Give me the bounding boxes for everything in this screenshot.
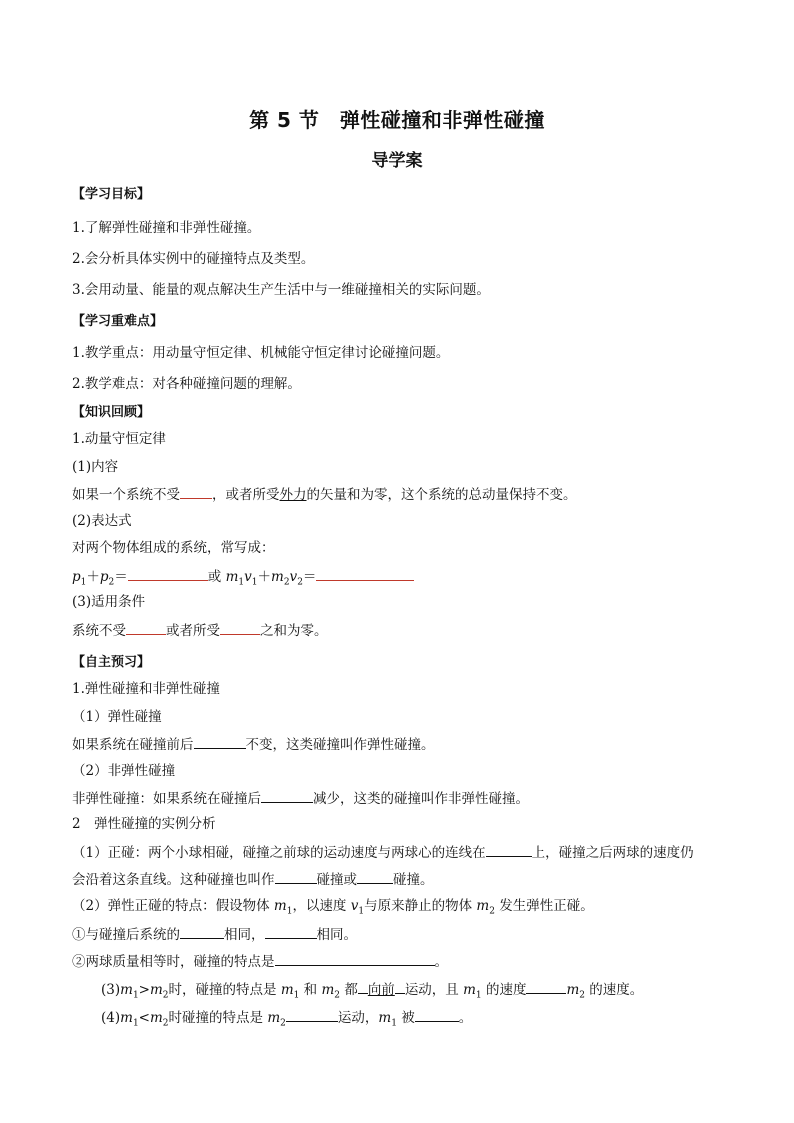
fill-blank	[395, 979, 405, 994]
page-subtitle: 导学案	[371, 151, 423, 171]
fill-blank[interactable]	[220, 620, 260, 635]
fill-blank[interactable]	[275, 869, 317, 884]
text: ，或者所受	[212, 487, 280, 503]
expression-intro: 对两个物体组成的系统，常写成：	[72, 540, 275, 556]
text: 。	[434, 954, 448, 970]
text: 都	[344, 982, 358, 998]
text: 的速度	[485, 982, 527, 998]
goal-3: 3.会用动量、能量的观点解决生产生活中与一维碰撞相关的实际问题。	[72, 282, 490, 298]
text: 和	[303, 982, 322, 998]
underlined-text: 外力	[279, 487, 307, 503]
page-title: 第 5 节 弹性碰撞和非弹性碰撞	[249, 108, 545, 132]
text: 。	[458, 1010, 473, 1026]
analysis-heading: 2 弹性碰撞的实例分析	[72, 816, 216, 832]
text: 运动，且	[404, 982, 464, 998]
key-heading: 【学习重难点】	[72, 314, 164, 329]
text: ①与碰撞后系统的	[72, 927, 180, 943]
text: 系统不受	[72, 623, 126, 639]
goal-1: 1.了解弹性碰撞和非弹性碰撞。	[72, 220, 261, 236]
case-3-sentence: $(3)m_1>m_2$时，碰撞的特点是 $m_1$ 和 $m_2$ 都 向前 运动，且 $m_1$ 的速度 $m_2$ 的速度。	[101, 979, 643, 1005]
text: 碰撞或	[316, 872, 357, 888]
key-point-1: 1.教学重点：用动量守恒定律、机械能守恒定律讨论碰撞问题。	[72, 345, 450, 361]
text: 时，碰撞的特点是	[168, 982, 281, 998]
review-item-1: 1.动量守恒定律	[72, 431, 166, 447]
case-4-sentence: $(4)m_1<m_2$时碰撞的特点是 $m_2$ 运动，$m_1$ 被 。	[101, 1007, 472, 1033]
text: 相同，	[224, 927, 265, 943]
review-sub-expression: (2)表达式	[72, 513, 132, 529]
text: （1）正碰：两个小球相碰，碰撞之前球的运动速度与两球心的连线在	[72, 845, 486, 861]
text: 上，碰撞之后两球的速度仍	[531, 845, 694, 861]
text: 之和为零。	[260, 623, 328, 639]
text: 发生弹性正碰。	[499, 898, 594, 914]
text: 与原来静止的物体	[364, 898, 477, 914]
text: 被	[401, 1010, 415, 1026]
fill-blank[interactable]	[180, 924, 224, 939]
fill-blank[interactable]	[194, 734, 246, 749]
review-sub-content: (1)内容	[72, 459, 119, 475]
expression-formula: $p_1+p_2=$ 或 $m_1v_1+m_2v_2=$	[72, 566, 414, 592]
fill-blank[interactable]	[126, 620, 166, 635]
content-sentence	[72, 484, 577, 504]
fill-blank[interactable]	[265, 924, 317, 939]
circle-1-sentence	[72, 924, 357, 944]
text: 或者所受	[166, 623, 220, 639]
inelastic-sentence	[72, 788, 529, 808]
fill-blank[interactable]	[261, 788, 313, 803]
text: 或	[207, 569, 222, 585]
fill-blank[interactable]	[180, 484, 212, 499]
review-sub-conditions: (3)适用条件	[72, 594, 146, 610]
text: 碰撞。	[393, 872, 434, 888]
fill-blank[interactable]	[286, 1007, 338, 1022]
text: 不变，这类碰撞叫作弹性碰撞。	[245, 737, 435, 753]
fill-blank[interactable]	[486, 842, 532, 857]
goals-heading: 【学习目标】	[72, 187, 151, 202]
key-point-2: 2.教学难点：对各种碰撞问题的理解。	[72, 376, 301, 392]
circle-2-sentence	[72, 951, 448, 971]
text: 减少，这类的碰撞叫作非弹性碰撞。	[313, 791, 529, 807]
preview-item-1: 1.弹性碰撞和非弹性碰撞	[72, 681, 220, 697]
elastic-heading: （1）弹性碰撞	[72, 709, 162, 725]
text: 的速度。	[589, 982, 644, 998]
text: ，以速度	[292, 898, 351, 914]
text: 如果系统在碰撞前后	[72, 737, 194, 753]
preview-heading: 【自主预习】	[72, 655, 151, 670]
fill-blank[interactable]	[128, 566, 208, 581]
direction-text: 向前	[367, 982, 395, 998]
goal-2: 2.会分析具体实例中的碰撞特点及类型。	[72, 251, 315, 267]
feature-sentence: （2）弹性正碰的特点：假设物体 $m_1$，以速度 $v_1$与原来静止的物体 $m_2$ 发生弹性正碰。	[72, 898, 594, 917]
text: 非弹性碰撞：如果系统在碰撞后	[72, 791, 261, 807]
text: 的矢量和为零，这个系统的总动量保持不变。	[306, 487, 577, 503]
review-heading: 【知识回顾】	[72, 405, 151, 420]
text: 时碰撞的特点是	[168, 1010, 268, 1026]
elastic-sentence	[72, 734, 435, 754]
text: （2）弹性正碰的特点：假设物体	[72, 898, 274, 914]
fill-blank[interactable]	[316, 566, 414, 581]
fill-blank[interactable]	[526, 979, 566, 994]
fill-blank	[358, 979, 368, 994]
conditions-sentence	[72, 620, 328, 640]
inelastic-heading: （2）非弹性碰撞	[72, 763, 176, 779]
text: 相同。	[316, 927, 357, 943]
text: 如果一个系统不受	[72, 487, 180, 503]
fill-blank[interactable]	[275, 951, 435, 966]
fill-blank[interactable]	[415, 1007, 459, 1022]
text: ②两球质量相等时，碰撞的特点是	[72, 954, 275, 970]
head-on-sentence-2	[72, 869, 434, 889]
fill-blank[interactable]	[357, 869, 393, 884]
text: 运动，	[337, 1010, 379, 1026]
text: 会沿着这条直线。这种碰撞也叫作	[72, 872, 275, 888]
head-on-sentence-1	[72, 842, 694, 862]
